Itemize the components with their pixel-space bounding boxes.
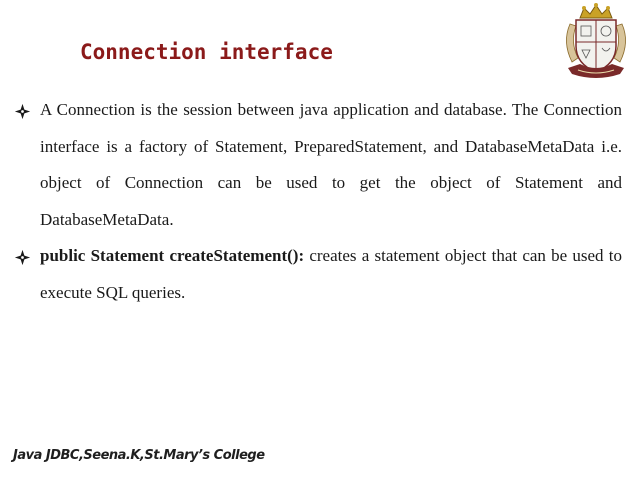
college-crest-icon — [560, 2, 632, 80]
bullet-text: A Connection is the session between java application and database. The Connection interface is a factory of Statement, PreparedStatement, and DatabaseMetaData i.e. object of Connection can be used to get the object of Statement and DatabaseMetaData. — [40, 100, 622, 229]
bullet-item — [14, 92, 622, 238]
bullet-item — [14, 238, 622, 311]
bullet-list — [14, 92, 622, 311]
diamond-bullet-icon — [14, 249, 31, 266]
bullet-bold-text: public Statement createStatement(): — [40, 246, 305, 265]
slide-title: Connection interface — [80, 40, 333, 64]
slide-footer: Java JDBC,Seena.K,St.Mary’s College — [13, 448, 265, 463]
diamond-bullet-icon — [14, 103, 31, 120]
bullet-text: creates a statement object that can be used to execute SQL queries. — [40, 246, 622, 302]
